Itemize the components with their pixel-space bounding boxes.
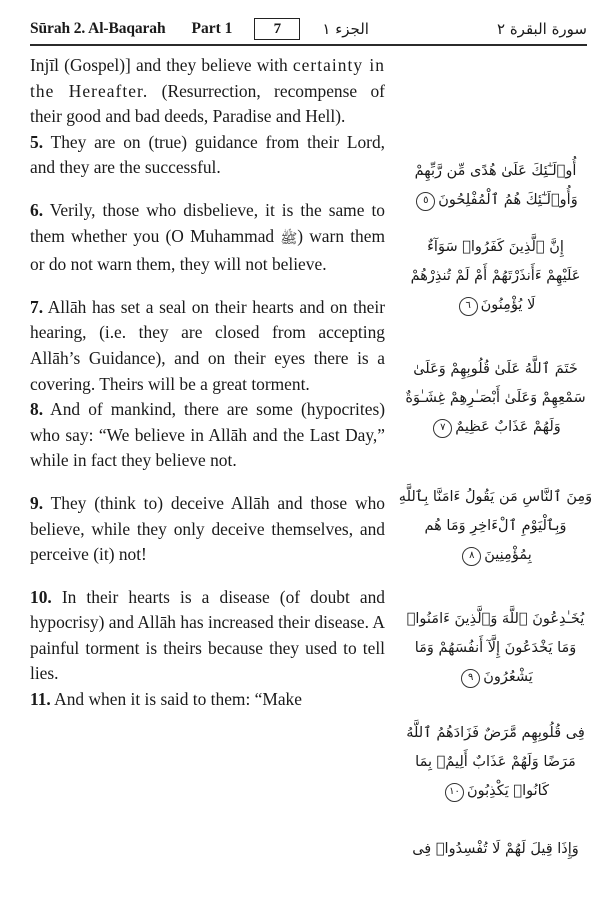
verse-number-11: 11. — [30, 689, 51, 710]
ayah-7-line-3: وَلَهُمْ عَذَابٌ عَظِيمٌ — [455, 419, 561, 435]
ayah-block-10 — [398, 719, 593, 806]
verse-number-5: 5. — [30, 131, 44, 152]
ayah-block-8 — [398, 483, 593, 570]
ayah-9-line-2: وَمَا يَخْدَعُونَ إِلَّآ أَنفُسَهُمْ وَمَا — [414, 640, 577, 656]
verse-paragraph-11 — [30, 687, 385, 713]
continuation-line-4: and bad deeds, Paradise and Hell). — [105, 106, 346, 127]
verse-text-6-part1: Verily, those who disbelieve, it is the same to them whether you (O Muhammad — [30, 199, 385, 246]
ayah-10-line-3: كَانُوا۟ يَكْذِبُونَ — [466, 783, 549, 799]
verse-text-8: And of mankind, there are some (hypocrites) who say: “We believe in Allāh and the Last Day,” while in fact they believe not. — [30, 399, 385, 471]
verse-text-9: They (think to) deceive Allāh and those who believe, while they only deceive themselves, and perceive (it) not! — [30, 492, 385, 565]
ayah-8-line-1: وَمِنَ ٱلنَّاسِ مَن يَقُولُ ءَامَنَّا بِٱللَّهِ — [398, 489, 593, 505]
ayah-5-line-2: وَأُو۟لَـٰٓئِكَ هُمُ ٱلْمُفْلِحُونَ — [438, 192, 578, 208]
verse-paragraph-10 — [30, 585, 385, 687]
running-header — [30, 16, 587, 42]
continuation-line-2: certainty in the Hereafter. — [30, 55, 385, 101]
ayah-block-5 — [398, 157, 593, 215]
verse-paragraph-5 — [30, 130, 385, 181]
verse-number-6: 6. — [30, 199, 44, 220]
ayah-9-line-1: يُخَـٰدِعُونَ ٱللَّهَ وَٱلَّذِينَ ءَامَنُوا۟ — [406, 611, 585, 627]
header-divider-rule — [30, 44, 587, 46]
page-number-box: 7 — [254, 18, 300, 40]
header-surah-english: Sūrah 2. Al-Baqarah — [30, 20, 166, 37]
ayah-marker-8: ٨ — [462, 547, 481, 566]
continuation-line-1: Injīl (Gospel)] and they believe with — [30, 55, 288, 75]
ayah-block-6 — [398, 233, 593, 320]
verse-number-10: 10. — [30, 586, 52, 607]
ayah-7-line-3-wrap — [398, 413, 593, 442]
header-juz-arabic: الجزء ١ — [322, 20, 369, 38]
english-translation-column — [30, 53, 385, 713]
verse-text-6-part2: ) warn them or do not warn them, they will not believe. — [30, 225, 386, 275]
verse-number-8: 8. — [30, 399, 44, 420]
verse-number-7: 7. — [30, 296, 44, 317]
ayah-8-line-3-wrap — [398, 541, 593, 570]
ayah-10-line-3-wrap — [398, 777, 593, 806]
header-part-label: Part 1 — [191, 20, 233, 37]
ayah-8-line-3: بِمُؤْمِنِينَ — [484, 547, 532, 563]
ayah-11-line-1: وَإِذَا قِيلَ لَهُمْ لَا تُفْسِدُوا۟ فِى — [412, 841, 579, 857]
header-surah-arabic: سورة البقرة ٢ — [496, 20, 587, 38]
ayah-6-line-1: إِنَّ ٱلَّذِينَ كَفَرُوا۟ سَوَآءٌ — [427, 239, 564, 255]
ayah-6-line-3: لَا يُؤْمِنُونَ — [480, 297, 536, 313]
continuation-line-3: (Resurrection, recompense of their good — [30, 80, 385, 127]
ayah-7-line-2: سَمْعِهِمْ وَعَلَىٰ أَبْصَـٰرِهِمْ غِشَـٰوَةٌ — [405, 390, 586, 406]
ayah-9-line-3-wrap — [398, 663, 593, 692]
verse-text-7: Allāh has set a seal on their hearts and on their hearing, (i.e. they are closed from accepting Allāh’s Guidance), and on their eyes there is a covering. Theirs will be a great torment. — [30, 296, 385, 394]
ayah-8-line-2: وَبِٱلْيَوْمِ ٱلْءَاخِرِ وَمَا هُم — [424, 518, 567, 534]
ayah-7-line-1: خَتَمَ ٱللَّهُ عَلَىٰ قُلُوبِهِمْ وَعَلَىٰ — [413, 361, 578, 377]
page-body — [30, 53, 591, 893]
ayah-marker-5: ٥ — [416, 192, 435, 211]
verse-number-9: 9. — [30, 492, 44, 513]
verse-paragraph-8 — [30, 397, 385, 474]
verse-paragraph-6 — [30, 198, 385, 278]
ayah-marker-9: ٩ — [461, 669, 480, 688]
verse-paragraph-7 — [30, 295, 385, 397]
ayah-10-line-1: فِى قُلُوبِهِم مَّرَضٌ فَزَادَهُمُ ٱللَّهُ — [406, 725, 585, 741]
ayah-marker-6: ٦ — [459, 297, 478, 316]
verse-text-11: And when it is said to them: “Make — [54, 689, 302, 710]
verse-continuation-paragraph — [30, 53, 385, 130]
ayah-5-line-2-wrap — [398, 186, 593, 215]
ayah-block-11 — [398, 835, 593, 864]
ayah-block-9 — [398, 605, 593, 692]
ayah-6-line-2: عَلَيْهِمْ ءَأَنذَرْتَهُمْ أَمْ لَمْ تُنذِرْهُمْ — [410, 268, 581, 284]
ayah-5-line-1: أُو۟لَـٰٓئِكَ عَلَىٰ هُدًى مِّن رَّبِّهِمْ — [414, 163, 577, 179]
verse-text-10: In their hearts is a disease (of doubt and hypocrisy) and Allāh has increased their disease. A painful torment is theirs because they used to tell lies. — [30, 586, 385, 684]
ayah-marker-10: ١٠ — [445, 783, 464, 802]
ayah-block-7 — [398, 355, 593, 442]
ayah-9-line-3: يَشْعُرُونَ — [483, 669, 533, 685]
verse-text-5: They are on (true) guidance from their Lord, and they are the successful. — [30, 131, 385, 178]
ayah-10-line-2: مَرَضًا وَلَهُمْ عَذَابٌ أَلِيمٌۢ بِمَا — [415, 754, 576, 770]
ayah-marker-7: ٧ — [433, 419, 452, 438]
ayah-6-line-3-wrap — [398, 291, 593, 320]
verse-paragraph-9 — [30, 491, 385, 568]
salawat-glyph: ﷺ — [280, 230, 298, 247]
